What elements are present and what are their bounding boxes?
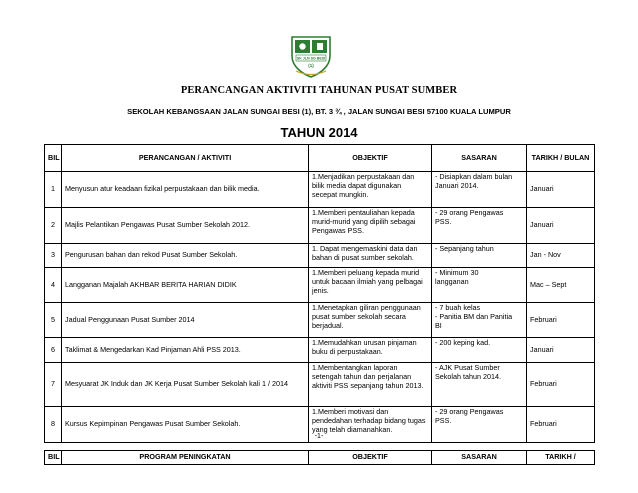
table-header-row <box>45 451 595 465</box>
table-row <box>45 303 595 338</box>
row-aktiviti: Jadual Penggunaan Pusat Sumber 2014 <box>62 303 309 338</box>
improvement-program-table <box>44 450 595 465</box>
column-header-objektif: OBJEKTIF <box>309 145 432 172</box>
row-bil: 5 <box>45 303 62 338</box>
row-tarikh: Januari <box>527 338 595 363</box>
row-sasaran: - Minimum 30 langganan <box>432 268 527 303</box>
row-bil: 6 <box>45 338 62 363</box>
row-sasaran: - Sepanjang tahun <box>432 244 527 268</box>
row-tarikh: Januari <box>527 172 595 208</box>
school-crest-logo <box>289 34 333 78</box>
row-objektif: 1.Memberi peluang kepada murid untuk bacaan ilmiah yang pelbagai jenis. <box>309 268 432 303</box>
row-aktiviti: Langganan Majalah AKHBAR BERITA HARIAN DIDIK <box>62 268 309 303</box>
column-header-aktiviti: PERANCANGAN / AKTIVITI <box>62 145 309 172</box>
row-objektif: 1.Menjadikan perpustakaan dan bilik media dapat digunakan secepat mungkin. <box>309 172 432 208</box>
document-title: PERANCANGAN AKTIVITI TAHUNAN PUSAT SUMBER <box>180 85 458 96</box>
row-sasaran: - 29 orang Pengawas PSS. <box>432 208 527 244</box>
row-tarikh: Februari <box>527 303 595 338</box>
row-sasaran: - AJK Pusat Sumber Sekolah tahun 2014. <box>432 363 527 407</box>
row-sasaran: - 29 orang Pengawas PSS. <box>432 407 527 443</box>
row-aktiviti: Mesyuarat JK Induk dan JK Kerja Pusat Sumber Sekolah kali 1 / 2014 <box>62 363 309 407</box>
row-tarikh: Mac – Sept <box>527 268 595 303</box>
row-objektif: 1.Membentangkan laporan setengah tahun dan perjalanan aktiviti PSS sepanjang tahun 2013. <box>309 363 432 407</box>
table-header-row <box>45 145 595 172</box>
column-header-tarikh: TARIKH / <box>527 451 595 465</box>
row-tarikh: Januari <box>527 208 595 244</box>
row-objektif: 1.Memudahkan urusan pinjaman buku di perpustakaan. <box>309 338 432 363</box>
row-objektif: 1. Dapat mengemaskini data dan bahan di pusat sumber sekolah. <box>309 244 432 268</box>
column-header-objektif: OBJEKTIF <box>309 451 432 465</box>
svg-text:SK JLN SG BESI: SK JLN SG BESI <box>296 56 326 61</box>
year-heading: TAHUN 2014 <box>280 125 358 140</box>
page-number: -1- <box>314 433 324 440</box>
row-bil: 7 <box>45 363 62 407</box>
row-tarikh: Februari <box>527 363 595 407</box>
row-tarikh: Februari <box>527 407 595 443</box>
column-header-tarikh: TARIKH / BULAN <box>527 145 595 172</box>
svg-text:(1): (1) <box>308 63 314 68</box>
row-aktiviti: Taklimat & Mengedarkan Kad Pinjaman Ahli PSS 2013. <box>62 338 309 363</box>
row-bil: 2 <box>45 208 62 244</box>
row-sasaran: - 200 keping kad. <box>432 338 527 363</box>
column-header-sasaran: SASARAN <box>432 451 527 465</box>
row-bil: 4 <box>45 268 62 303</box>
row-bil: 3 <box>45 244 62 268</box>
column-header-program: PROGRAM PENINGKATAN <box>62 451 309 465</box>
table-row <box>45 338 595 363</box>
row-aktiviti: Pengurusan bahan dan rekod Pusat Sumber Sekolah. <box>62 244 309 268</box>
row-sasaran: - Disiapkan dalam bulan Januari 2014. <box>432 172 527 208</box>
row-sasaran: - 7 buah kelas - Panitia BM dan Panitia BI <box>432 303 527 338</box>
column-header-bil: BIL <box>45 145 62 172</box>
row-objektif: 1.Menetapkan giliran penggunaan pusat sumber sekolah secara berjadual. <box>309 303 432 338</box>
table-row <box>45 172 595 208</box>
column-header-bil: BIL <box>45 451 62 465</box>
table-row <box>45 268 595 303</box>
table-row <box>45 363 595 407</box>
table-row <box>45 244 595 268</box>
row-aktiviti: Majlis Pelantikan Pengawas Pusat Sumber Sekolah 2012. <box>62 208 309 244</box>
row-objektif: 1.Memberi motivasi dan pendedahan terhadap bidang tugas yang telah diamanahkan. <box>309 407 432 443</box>
row-tarikh: Jan - Nov <box>527 244 595 268</box>
row-bil: 8 <box>45 407 62 443</box>
activity-plan-table <box>44 144 595 443</box>
school-address: SEKOLAH KEBANGSAAN JALAN SUNGAI BESI (1), BT. 3 ¾ , JALAN SUNGAI BESI 57100 KUALA LUMPUR <box>127 107 511 116</box>
table-row <box>45 208 595 244</box>
row-aktiviti: Menyusun atur keadaan fizikal perpustakaan dan bilik media. <box>62 172 309 208</box>
row-bil: 1 <box>45 172 62 208</box>
column-header-sasaran: SASARAN <box>432 145 527 172</box>
row-aktiviti: Kursus Kepimpinan Pengawas Pusat Sumber Sekolah. <box>62 407 309 443</box>
row-objektif: 1.Memberi pentauliahan kepada murid-murid yang dipilih sebagai Pengawas PSS. <box>309 208 432 244</box>
